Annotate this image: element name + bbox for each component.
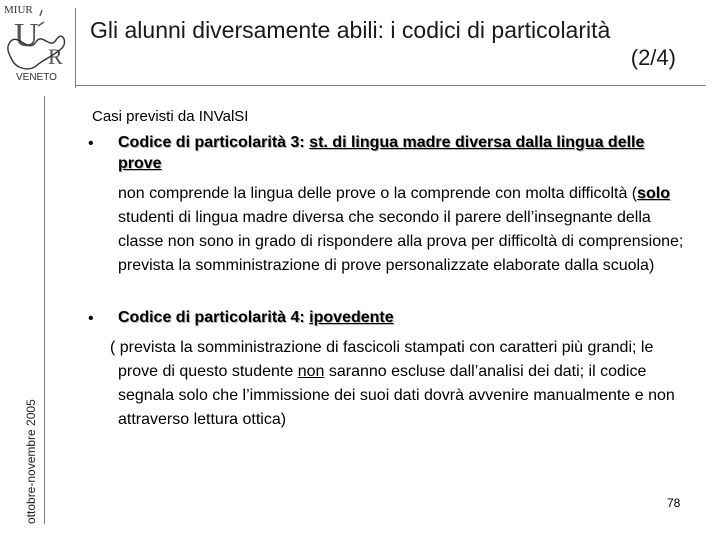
bullet-code-3 [88, 135, 678, 174]
title-line1: Gli alunni diversamente abili: i codici di particolarità [90, 17, 611, 43]
header-divider-vertical [75, 8, 76, 88]
subheading: Casi previsti da INValSI [92, 108, 249, 125]
usr-veneto-logo [2, 2, 74, 82]
logo-bottom-text: VENETO [16, 72, 57, 82]
logo-top-text: MIUR [4, 4, 33, 16]
bullet-marker: • [88, 310, 94, 327]
sidebar-date-text: ottobre-novembre 2005 [24, 399, 38, 524]
solo-emphasis: solo [637, 185, 671, 202]
header-divider-horizontal [76, 85, 706, 86]
title-line2: (2/4) [630, 45, 676, 70]
non-emphasis: non [297, 363, 325, 380]
bullet-label: Codice di particolarità 3: [118, 134, 305, 151]
page-title [90, 16, 690, 72]
bullet-label: Codice di particolarità 4: [118, 309, 305, 326]
bullet-marker: • [88, 135, 94, 152]
bullet-title: st. di lingua madre diversa dalla lingua delle prove [118, 134, 645, 172]
bullet-title: ipovedente [309, 309, 394, 326]
code-4-description: ( prevista la somministrazione di fascicoli stampati con caratteri più grandi; le prove di questo studente non saranno escluse dall’analisi dei dati; il codice segnala solo che l’immissione dei suoi dati dovrà avvenire manualmente e non attraverso lettura ottica) [110, 339, 675, 428]
logo-u-letter: U [14, 17, 39, 54]
page-number: 78 [667, 496, 681, 510]
bullet-code-4 [88, 310, 678, 328]
code-3-description: non comprende la lingua delle prove o la comprende con molta difficoltà (solo studenti di lingua madre diversa che secondo il parere dell’insegnante della classe non sono in grado di rispondere alla prova per difficoltà di comprensione; prevista la somministrazione di prove personalizzate elaborate dalla scuola) [118, 185, 684, 274]
sidebar-divider [44, 96, 45, 524]
logo-r-letter: R [48, 44, 63, 69]
